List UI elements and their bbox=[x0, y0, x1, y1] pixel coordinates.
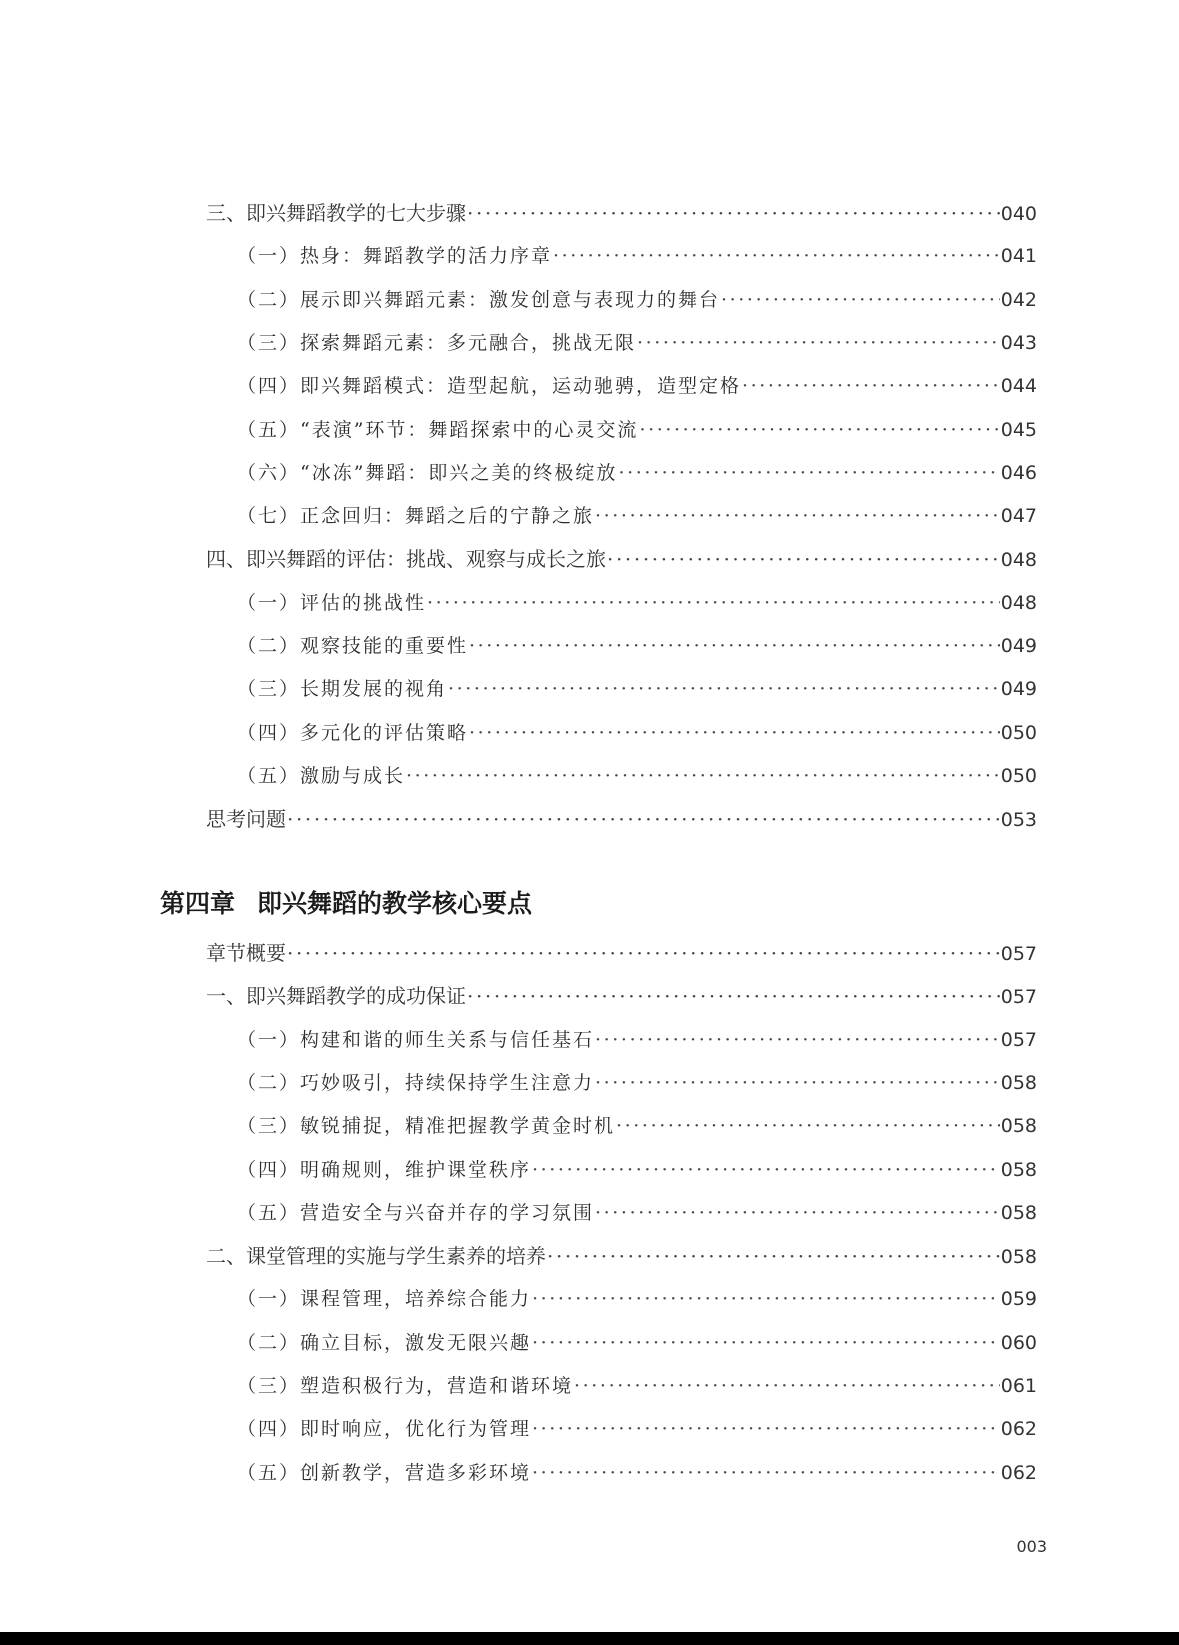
toc-page-number: 045 bbox=[1000, 418, 1037, 441]
toc-subsection-entry bbox=[237, 458, 1037, 488]
toc-subsection-entry bbox=[237, 1328, 1037, 1358]
toc-leader-dots bbox=[595, 1068, 1000, 1098]
toc-subsection-entry bbox=[237, 328, 1037, 358]
toc-leader-dots bbox=[595, 1025, 1000, 1055]
toc-page-number: 058 bbox=[1000, 1071, 1037, 1094]
toc-page-number: 059 bbox=[1000, 1288, 1037, 1311]
toc-page-number: 057 bbox=[1000, 986, 1037, 1009]
toc-entry-title: （五）“表演”环节：舞蹈探索中的心灵交流 bbox=[237, 418, 639, 441]
toc-leader-dots bbox=[467, 198, 1000, 228]
toc-subsection-entry bbox=[237, 761, 1037, 791]
toc-leader-dots bbox=[406, 761, 1000, 791]
toc-entry-title: （五）创新教学，营造多彩环境 bbox=[237, 1461, 532, 1484]
toc-page-number: 048 bbox=[1000, 591, 1037, 614]
toc-leader-dots bbox=[287, 938, 1000, 968]
toc-entry-title: （二）展示即兴舞蹈元素：激发创意与表现力的舞台 bbox=[237, 288, 721, 311]
toc-leader-dots bbox=[547, 1241, 1000, 1271]
toc-page-number: 044 bbox=[1000, 375, 1037, 398]
toc-entry-title: （四）多元化的评估策略 bbox=[237, 721, 469, 744]
toc-page-number: 060 bbox=[1000, 1331, 1037, 1354]
toc-page-number: 058 bbox=[1000, 1201, 1037, 1224]
toc-entry-title: （一）课程管理，培养综合能力 bbox=[237, 1288, 532, 1311]
toc-subsection-entry bbox=[237, 1111, 1037, 1141]
toc-page-number: 048 bbox=[1000, 549, 1037, 572]
toc-entry-title: 二、课堂管理的实施与学生素养的培养 bbox=[206, 1244, 546, 1269]
toc-leader-dots bbox=[721, 285, 1000, 315]
toc-subsection-entry bbox=[237, 1198, 1037, 1228]
toc-subsection-entry bbox=[237, 1371, 1037, 1401]
toc-leader-dots bbox=[467, 981, 1000, 1011]
bottom-bar bbox=[0, 1632, 1179, 1645]
page-number: 003 bbox=[1016, 1537, 1047, 1556]
toc-leader-dots bbox=[469, 631, 1000, 661]
toc-leader-dots bbox=[595, 501, 1000, 531]
toc-leader-dots bbox=[287, 804, 1000, 834]
chapter-title: 即兴舞蹈的教学核心要点 bbox=[257, 889, 533, 918]
toc-page-number: 050 bbox=[1000, 764, 1037, 787]
toc-subsection-entry bbox=[237, 415, 1037, 445]
toc-entry-title: （四）即兴舞蹈模式：造型起航，运动驰骋，造型定格 bbox=[237, 375, 742, 398]
toc-entry-title: （二）观察技能的重要性 bbox=[237, 635, 469, 657]
toc-entry-title: （五）激励与成长 bbox=[237, 764, 406, 787]
toc-page-number: 058 bbox=[1000, 1115, 1037, 1138]
toc-page-number: 050 bbox=[1000, 721, 1037, 744]
toc-leader-dots bbox=[742, 371, 1000, 401]
toc-page-number: 062 bbox=[1000, 1418, 1037, 1441]
toc-leader-dots bbox=[532, 1284, 1000, 1314]
toc-entry-title: （一）热身：舞蹈教学的活力序章 bbox=[237, 245, 553, 268]
toc-page-number: 049 bbox=[1000, 678, 1037, 701]
toc-section-entry bbox=[206, 804, 1037, 834]
toc-page-number: 049 bbox=[1000, 635, 1037, 657]
toc-leader-dots bbox=[618, 458, 999, 488]
toc-subsection-entry bbox=[237, 1155, 1037, 1185]
toc-entry-title: 章节概要 bbox=[206, 941, 286, 965]
toc-entry-title: （七）正念回归：舞蹈之后的宁静之旅 bbox=[237, 505, 595, 528]
toc-leader-dots bbox=[637, 328, 1000, 358]
toc-section-entry bbox=[206, 981, 1037, 1011]
toc-section-entry bbox=[206, 1241, 1037, 1271]
toc-subsection-entry bbox=[237, 588, 1037, 618]
toc-page-number: 043 bbox=[1000, 331, 1037, 354]
toc-entry-title: 四、即兴舞蹈的评估：挑战、观察与成长之旅 bbox=[206, 547, 606, 572]
toc-leader-dots bbox=[607, 544, 1000, 574]
toc-section-entry bbox=[206, 544, 1037, 574]
toc-leader-dots bbox=[595, 1198, 1000, 1228]
toc-subsection-entry bbox=[237, 1414, 1037, 1444]
toc-leader-dots bbox=[532, 1328, 1000, 1358]
toc-entry-title: （一）构建和谐的师生关系与信任基石 bbox=[237, 1028, 595, 1051]
toc-subsection-entry bbox=[237, 1068, 1037, 1098]
toc-entry-title: （三）塑造积极行为，营造和谐环境 bbox=[237, 1375, 574, 1397]
toc-entry-title: （三）敏锐捕捉，精准把握教学黄金时机 bbox=[237, 1115, 616, 1138]
toc-subsection-entry bbox=[237, 241, 1037, 271]
toc-subsection-entry bbox=[237, 1025, 1037, 1055]
toc-page-number: 040 bbox=[1000, 203, 1037, 225]
toc-entry-title: （四）明确规则，维护课堂秩序 bbox=[237, 1158, 532, 1181]
toc-page-number: 062 bbox=[1000, 1461, 1037, 1484]
toc-subsection-entry bbox=[237, 1284, 1037, 1314]
toc-leader-dots bbox=[469, 718, 1000, 748]
toc-leader-dots bbox=[427, 588, 1000, 618]
toc-leader-dots bbox=[553, 241, 1000, 271]
toc-entry-title: （二）确立目标，激发无限兴趣 bbox=[237, 1331, 532, 1354]
toc-entry-title: （六）“冰冻”舞蹈：即兴之美的终极绽放 bbox=[237, 461, 618, 484]
toc-page-number: 061 bbox=[1000, 1375, 1037, 1397]
toc-entry-title: 思考问题 bbox=[206, 807, 286, 832]
toc-entry-title: 一、即兴舞蹈教学的成功保证 bbox=[206, 984, 466, 1009]
toc-subsection-entry bbox=[237, 501, 1037, 531]
toc-leader-dots bbox=[574, 1371, 1000, 1401]
chapter-heading bbox=[160, 887, 532, 921]
toc-entry-title: （三）长期发展的视角 bbox=[237, 678, 448, 701]
toc-leader-dots bbox=[448, 674, 1000, 704]
toc-section-entry bbox=[206, 938, 1037, 968]
toc-section-entry bbox=[206, 198, 1037, 228]
toc-leader-dots bbox=[532, 1155, 1000, 1185]
toc-page-number: 058 bbox=[1000, 1246, 1037, 1269]
toc-subsection-entry bbox=[237, 718, 1037, 748]
toc-page-number: 057 bbox=[1000, 943, 1037, 965]
toc-leader-dots bbox=[639, 415, 999, 445]
toc-subsection-entry bbox=[237, 1458, 1037, 1488]
toc-subsection-entry bbox=[237, 285, 1037, 315]
toc-page-number: 042 bbox=[1000, 288, 1037, 311]
toc-page-number: 047 bbox=[1000, 505, 1037, 528]
toc-entry-title: （二）巧妙吸引，持续保持学生注意力 bbox=[237, 1071, 595, 1094]
toc-entry-title: 三、即兴舞蹈教学的七大步骤 bbox=[206, 201, 466, 225]
toc-page-number: 041 bbox=[1000, 245, 1037, 268]
toc-leader-dots bbox=[532, 1458, 1000, 1488]
toc-page-number: 058 bbox=[1000, 1158, 1037, 1181]
toc-page-number: 057 bbox=[1000, 1028, 1037, 1051]
toc-subsection-entry bbox=[237, 674, 1037, 704]
toc-entry-title: （五）营造安全与兴奋并存的学习氛围 bbox=[237, 1201, 595, 1224]
toc-page-number: 053 bbox=[1000, 809, 1037, 832]
toc-leader-dots bbox=[532, 1414, 1000, 1444]
chapter-number: 第四章 bbox=[160, 889, 236, 918]
toc-subsection-entry bbox=[237, 371, 1037, 401]
toc-subsection-entry bbox=[237, 631, 1037, 661]
toc-leader-dots bbox=[616, 1111, 1000, 1141]
toc-entry-title: （三）探索舞蹈元素：多元融合，挑战无限 bbox=[237, 331, 637, 354]
toc-entry-title: （四）即时响应，优化行为管理 bbox=[237, 1418, 532, 1441]
toc-entry-title: （一）评估的挑战性 bbox=[237, 591, 427, 614]
toc-page-number: 046 bbox=[1000, 461, 1037, 484]
